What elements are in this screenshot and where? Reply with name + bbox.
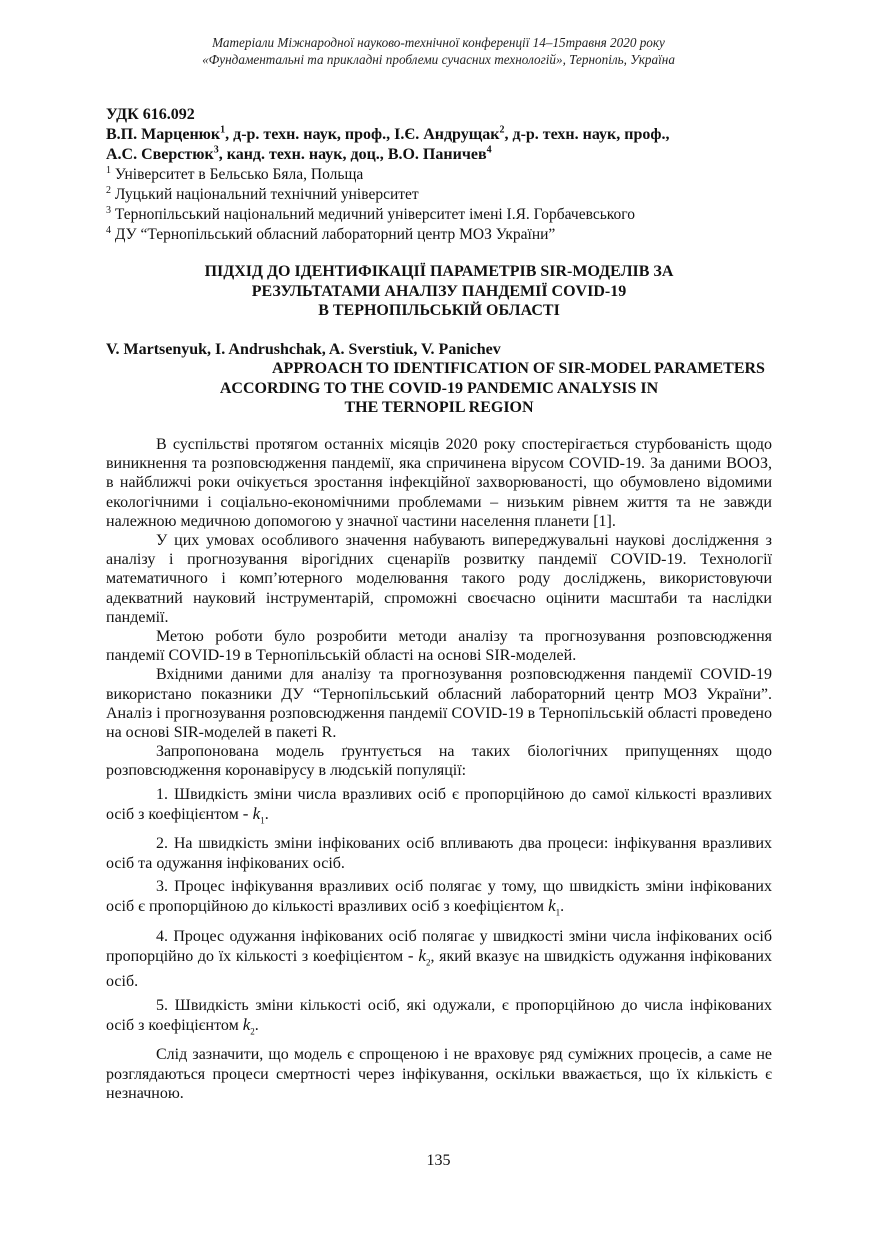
assumption-2: 2. На швидкість зміни інфікованих осіб впливають два процеси: інфікування вразливих осіб та одужання інфікованих осіб.: [106, 835, 772, 872]
author-name: В.П. Марценюк: [106, 126, 221, 143]
coefficient-k2: [242, 1014, 255, 1037]
title-ua: [106, 262, 772, 321]
authors-line-2: [106, 145, 772, 165]
coef-sub: 2: [425, 957, 431, 968]
affiliation-text: Тернопільський національний медичний університет імені І.Я. Горбачевського: [114, 206, 635, 223]
author-name: В.О. Паничев: [387, 146, 487, 163]
affiliation-2: [106, 185, 772, 205]
assumption-text: 5. Швидкість зміни кількості осіб, які одужали, є пропорційною до числа інфікованих осіб з коефіцієнтом: [106, 996, 772, 1034]
affiliation-3: [106, 205, 772, 225]
affiliation-text: Університет в Бельсько Бяла, Польща: [114, 166, 364, 183]
paragraph-3: Метою роботи було розробити методи аналізу та прогнозування розповсюдження пандемії COVID-19 в Тернопільській області на основі SIR-моделей.: [106, 628, 772, 665]
author-degree: , д-р. техн. наук, проф.,: [225, 126, 395, 143]
coef-symbol: - k: [242, 803, 261, 823]
coef-sub: 1: [555, 907, 561, 918]
coef-symbol: k: [548, 896, 556, 916]
affiliation-sup: 3: [106, 204, 111, 216]
title-ua-line: ПІДХІД ДО ІДЕНТИФІКАЦІЇ ПАРАМЕТРІВ SIR-МОДЕЛІВ ЗА: [204, 263, 674, 280]
page-number: 135: [426, 1152, 451, 1169]
affiliations: [106, 165, 772, 245]
paragraph-4: Вхідними даними для аналізу та прогнозування розповсюдження пандемії COVID-19 використано показники ДУ “Тернопільський обласний лабораторний центр МОЗ України”. Аналіз і прогнозування розповсюдження пандемії COVID-19 в Тернопільській області проведено на основі SIR-моделей в пакеті R.: [106, 666, 772, 742]
affiliation-text: ДУ “Тернопільський обласний лабораторний центр МОЗ України”: [114, 226, 556, 243]
affiliation-text: Луцький національний технічний університет: [114, 186, 419, 203]
conference-header: [0, 34, 877, 68]
assumption-4: [106, 927, 772, 992]
assumption-text: 3. Процес інфікування вразливих осіб полягає у тому, що швидкість зміни інфікованих осіб є пропорційною до кількості вразливих осіб з коефіцієнтом: [106, 877, 772, 916]
affiliation-1: [106, 165, 772, 185]
assumption-text: , який вказує на швидкість одужання інфікованих осіб.: [106, 947, 772, 991]
assumption-3: 3. Процес інфікування вразливих осіб полягає у тому, що швидкість зміни інфікованих осіб є пропорційною до кількості вразливих осіб з коефіцієнтом $k_1$.: [106, 877, 772, 918]
affiliation-sup: 2: [106, 184, 111, 196]
author-sup: 2: [499, 124, 505, 136]
author-degree: , д-р. техн. наук, проф.,: [504, 126, 670, 143]
assumption-5: 5. Швидкість зміни кількості осіб, які одужали, є пропорційною до числа інфікованих осіб з коефіцієнтом $k_2$.: [106, 996, 772, 1037]
paragraph-5: Запропонована модель ґрунтується на таких біологічних припущеннях щодо розповсюдження коронавірусу в людській популяції:: [106, 743, 772, 780]
author-sup: 1: [220, 124, 226, 136]
paragraph-6: Слід зазначити, що модель є спрощеною і не враховує ряд суміжних процесів, а саме не розглядаються процеси смертності через інфікування, оскільки вважається, що їх кількість є незначною.: [106, 1046, 772, 1102]
title-en: [106, 359, 772, 418]
affiliation-sup: 4: [106, 224, 111, 236]
assumption-text: 4. Процес одужання інфікованих осіб полягає у швидкості зміни числа інфікованих осіб пропорційно до їх кількості з коефіцієнтом: [106, 927, 772, 965]
author-name: А.С. Сверстюк: [106, 146, 214, 163]
authors-en: V. Martsenyuk, I. Andrushchak, A. Sverstiuk, V. Panichev: [106, 341, 501, 358]
assumption-text: 1. Швидкість зміни числа вразливих осіб є пропорційною до самої кількості вразливих осіб з коефіцієнтом: [106, 785, 772, 823]
header-line-1: Матеріали Міжнародної науково-технічної конференції 14–15травня 2020 року: [212, 35, 665, 50]
author-degree: , канд. техн. наук, доц.,: [218, 146, 388, 163]
body-text: [106, 435, 772, 1103]
assumption-1: 1. Швидкість зміни числа вразливих осіб є пропорційною до самої кількості вразливих осіб з коефіцієнтом - $k_1$.: [106, 785, 772, 826]
coefficient-k2: [407, 945, 431, 968]
affiliation-sup: 1: [106, 164, 111, 176]
affiliation-4: [106, 225, 772, 245]
coefficient-k1: [242, 803, 265, 826]
coef-sub: 2: [250, 1026, 255, 1037]
coef-sub: 1: [260, 815, 265, 826]
title-ua-line: РЕЗУЛЬТАТАМИ АНАЛІЗУ ПАНДЕМІЇ COVID-19: [251, 282, 627, 300]
paragraph-1: В суспільстві протягом останніх місяців 2020 року спостерігається стурбованість щодо виникнення та розповсюдження пандемії, яка спричинена вірусом COVID-19. За даними ВООЗ, в найближчі роки очікується зростання інфекційної захворюваності, що обумовлено відомими екологічними і соціально-економічними проблемами – низьким рівнем життя та не завжди належною медичною допомогою у значної частини населення планети [1].: [106, 436, 772, 530]
coefficient-k1: [548, 896, 561, 918]
header-line-2: «Фундаментальні та прикладні проблеми сучасних технологій», Тернопіль, Україна: [202, 52, 675, 67]
author-sup: 3: [213, 144, 219, 156]
author-sup: 4: [486, 144, 492, 156]
udk-code: УДК 616.092: [106, 106, 195, 123]
title-en-line: ACCORDING TO THE COVID-19 PANDEMIC ANALYSIS IN: [219, 379, 659, 397]
title-en-line: APPROACH TO IDENTIFICATION OF SIR-MODEL PARAMETERS: [272, 360, 765, 377]
authors-ua: [106, 125, 772, 165]
paragraph-2: У цих умовах особливого значення набувають випереджувальні наукові дослідження з аналізу і прогнозування вірогідних сценаріїв розвитку пандемії COVID-19. Технології математичного і комп’ютерного моделювання такого роду досліджень, використовуючи адекватний науковий інструментарій, спроможні своєчасно оцінити масштаби та наслідки пандемії.: [106, 532, 772, 626]
coef-symbol: k: [242, 1014, 251, 1034]
authors-line-1: [106, 125, 772, 145]
coef-symbol: - k: [407, 945, 426, 965]
author-name: І.Є. Андрущак: [394, 126, 500, 143]
title-en-line: THE TERNOPIL REGION: [344, 399, 534, 416]
title-ua-line: В ТЕРНОПІЛЬСЬКІЙ ОБЛАСТІ: [318, 302, 560, 319]
